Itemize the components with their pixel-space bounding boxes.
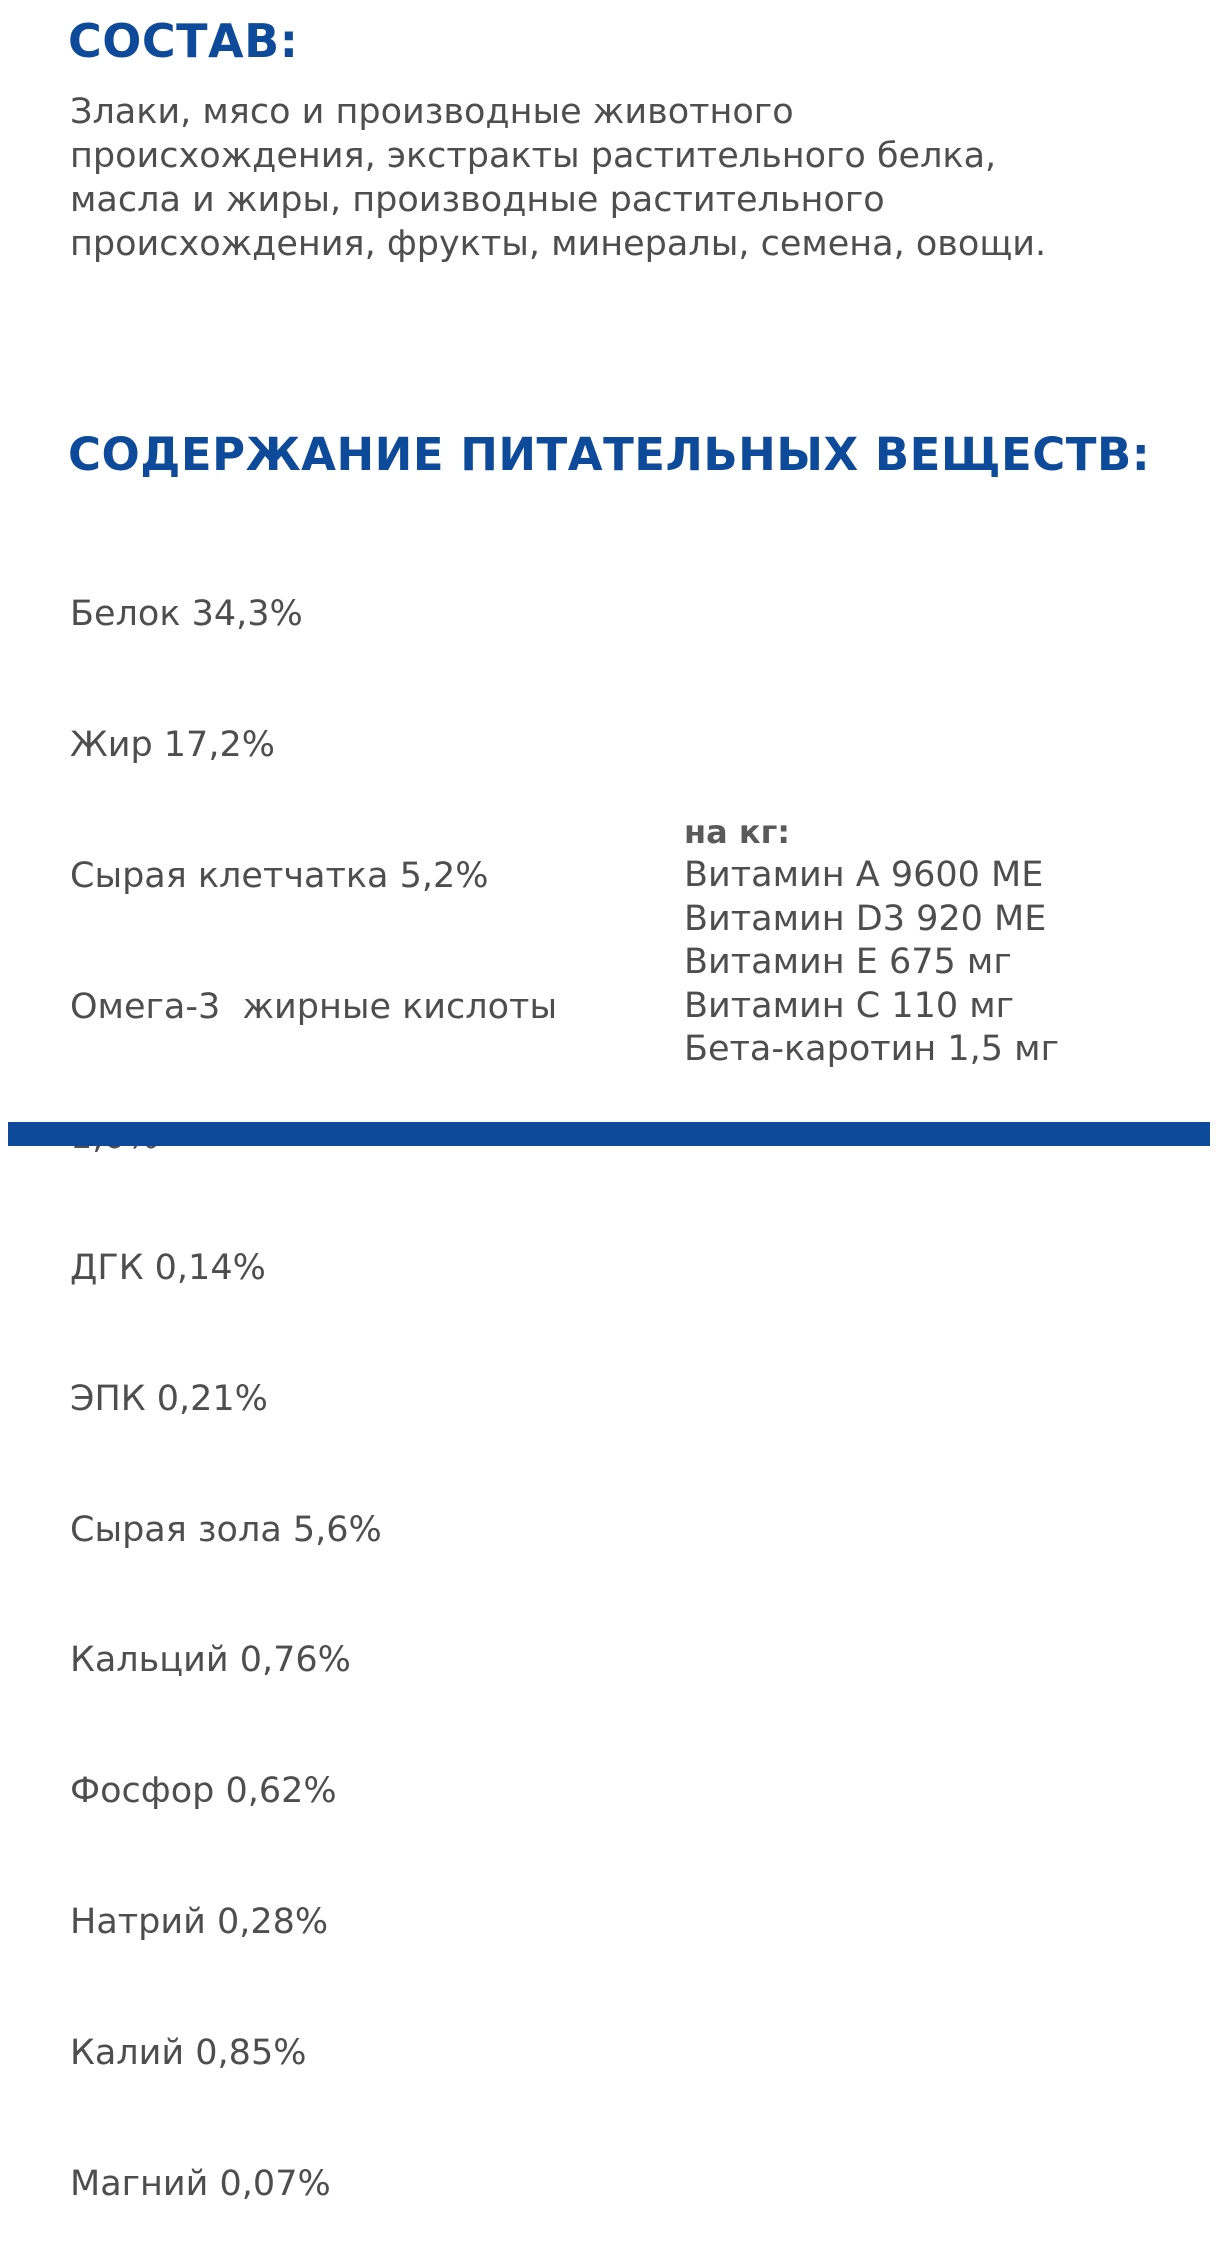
vitamin-list (684, 854, 1059, 1072)
nutrient-item: Белок 34,3% (70, 594, 303, 635)
nutrient-item: Калий 0,85% (70, 2032, 307, 2073)
composition-text: Злаки, мясо и производные животного происхождения, экстракты растительного белка, масла и жиры, производные растительного происхождения, фрукты, минералы, семена, овощи. (70, 92, 1047, 264)
nutrient-item: Сырая зола 5,6% (70, 1509, 382, 1550)
nutrient-item: Фосфор 0,62% (70, 1771, 337, 1812)
nutrient-list (70, 506, 557, 2250)
nutrient-item: Натрий 0,28% (70, 1902, 329, 1942)
nutrient-item: ДГК 0,14% (70, 1248, 266, 1289)
vitamin-item: Бета-каротин 1,5 мг (684, 1029, 1059, 1070)
vitamin-item: Витамин Е 675 мг (684, 942, 1012, 983)
vitamin-item: Витамин С 110 мг (684, 985, 1015, 1026)
nutrients-heading: СОДЕРЖАНИЕ ПИТАТЕЛЬНЫХ ВЕЩЕСТВ: (68, 428, 1151, 481)
per-kg-block (684, 810, 1059, 1072)
nutrient-item: Магний 0,07% (70, 2163, 331, 2204)
nutrient-item: Омега-3 жирные кислоты (70, 986, 558, 1027)
bottom-bar (8, 1122, 1210, 1146)
nutrient-item: Кальций 0,76% (70, 1640, 351, 1681)
composition-heading: СОСТАВ: (68, 14, 299, 68)
vitamin-item: Витамин А 9600 МЕ (684, 855, 1044, 895)
nutrient-item: Сырая клетчатка 5,2% (70, 855, 489, 896)
per-kg-label: на кг: (684, 813, 791, 851)
nutrient-item: ЭПК 0,21% (70, 1378, 268, 1419)
nutrient-item: Жир 17,2% (70, 724, 275, 765)
vitamin-item: Витамин D3 920 МЕ (684, 898, 1047, 939)
